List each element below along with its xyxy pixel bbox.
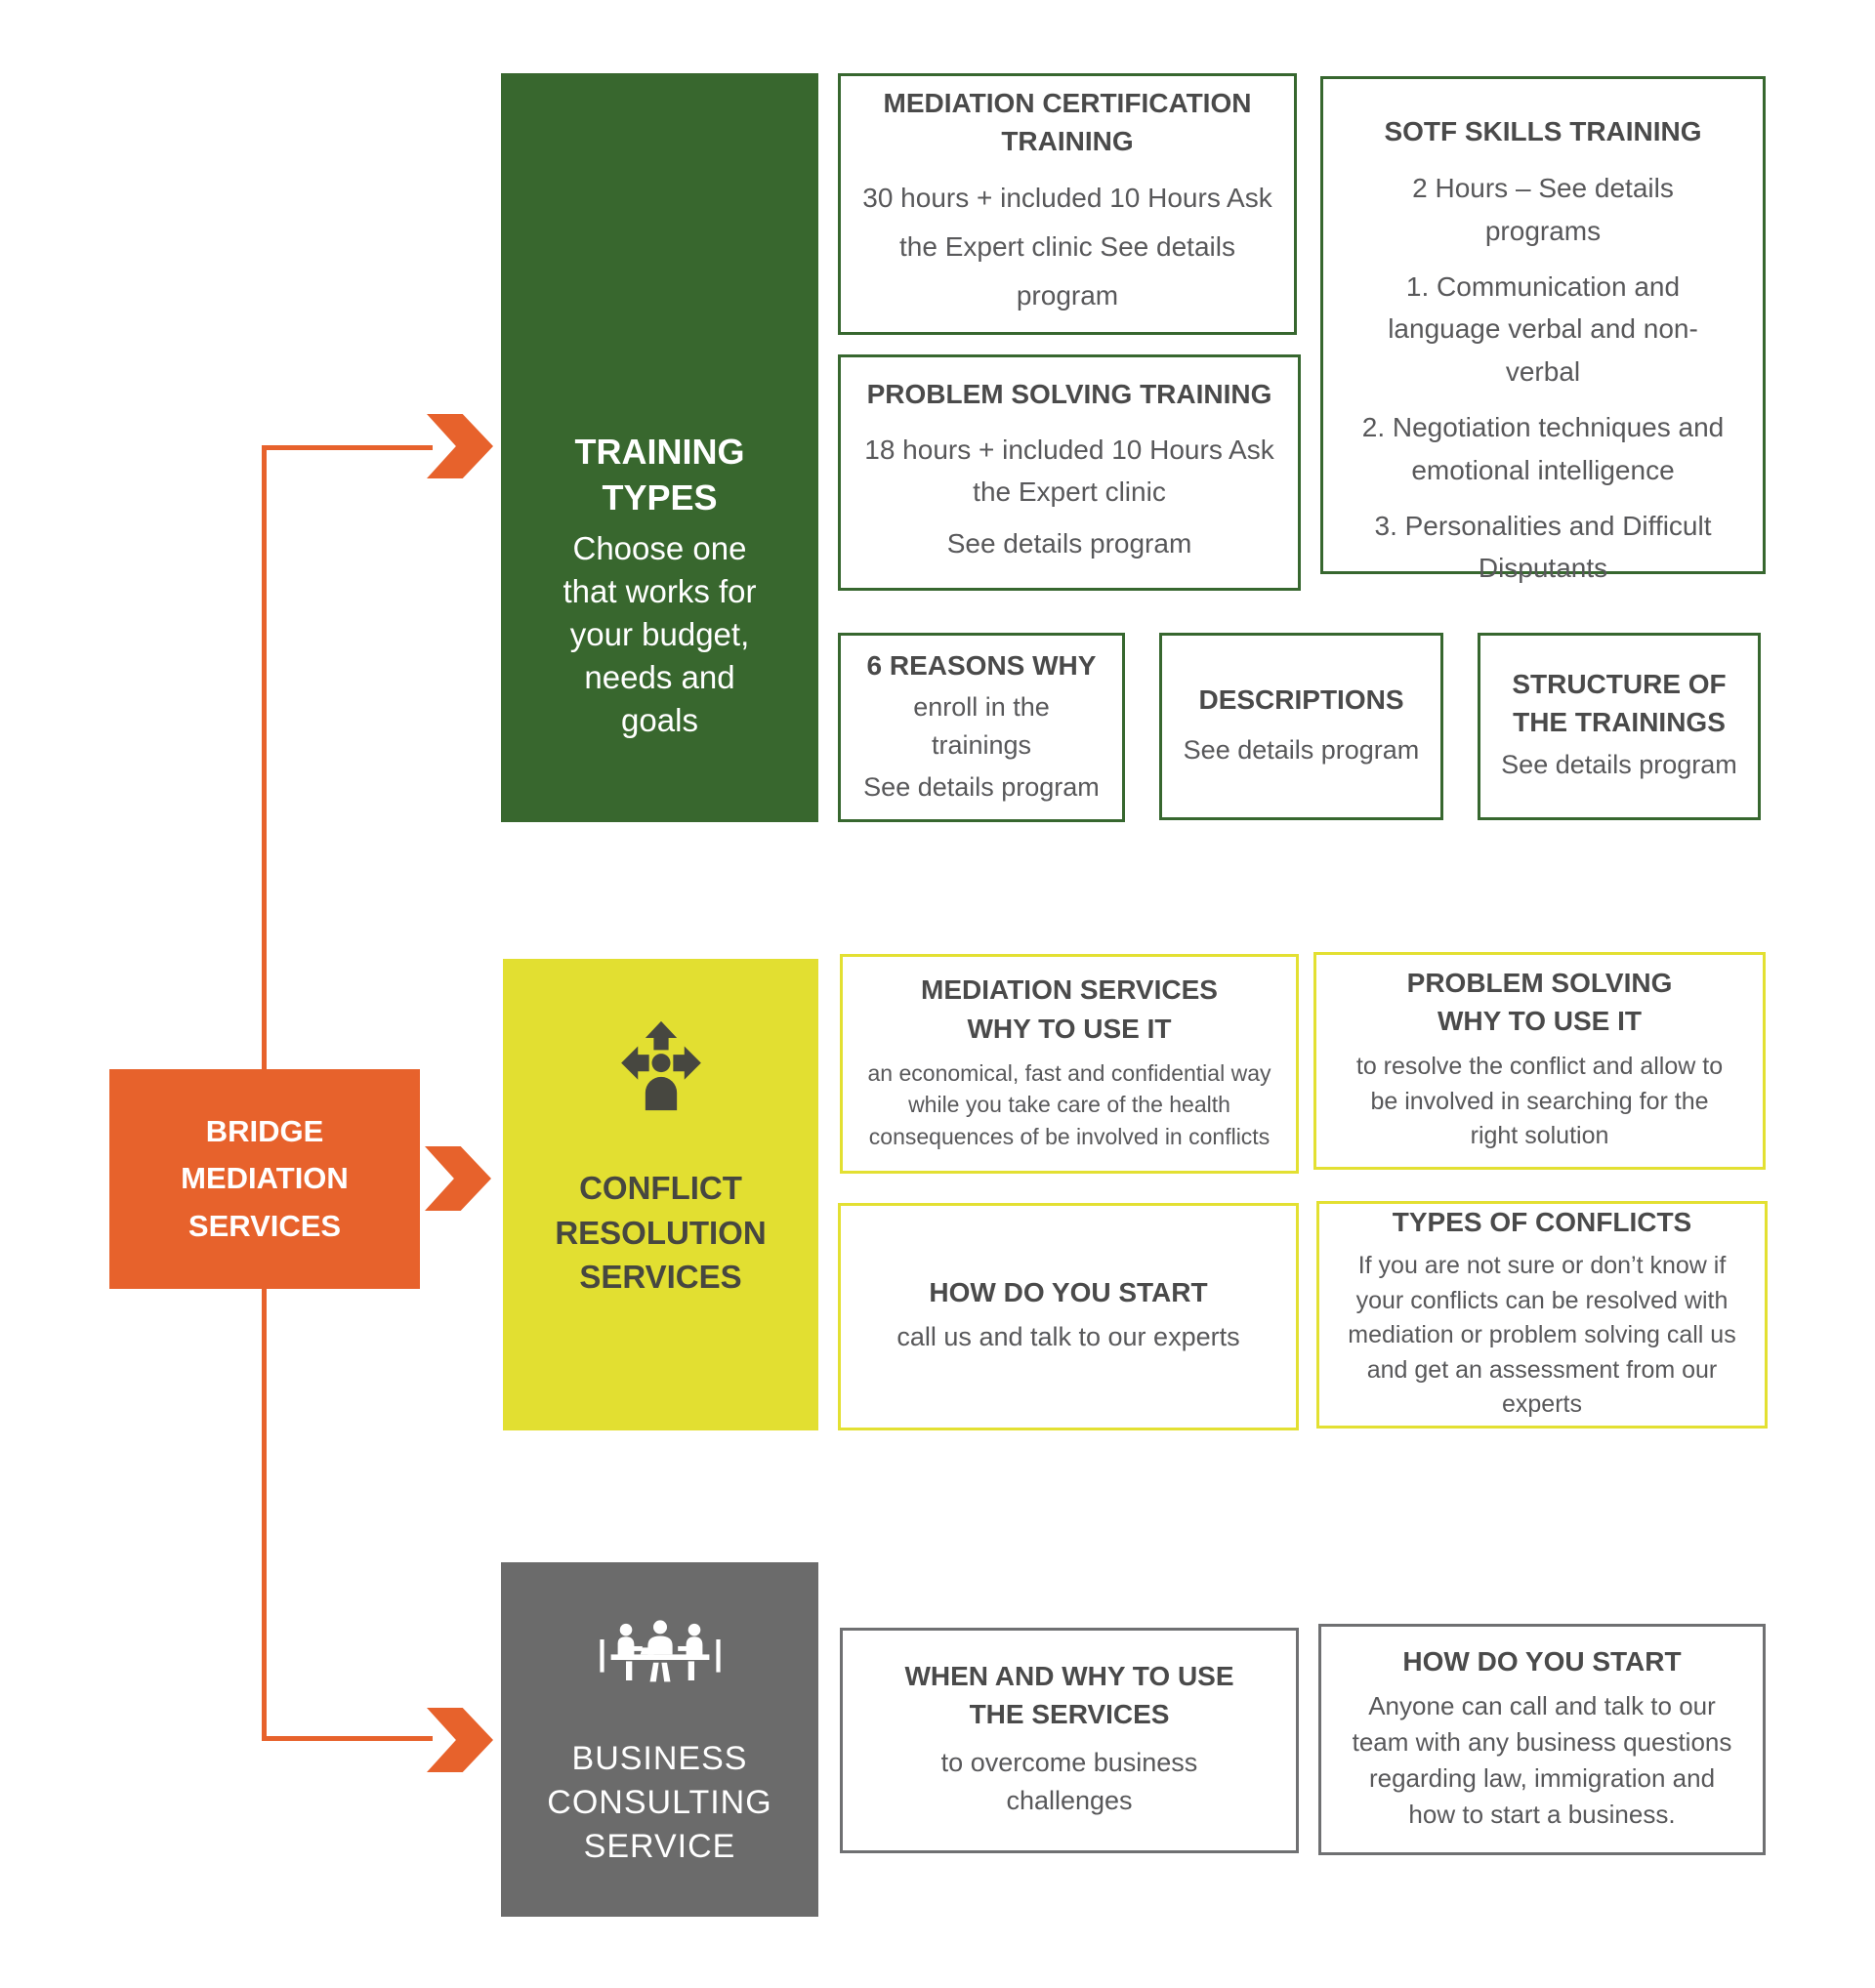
- box-line: 2 Hours – See details programs: [1412, 173, 1674, 246]
- box-title: HOW DO YOU START: [929, 1277, 1208, 1307]
- box-line: enroll in the trainings: [913, 691, 1050, 761]
- meeting-table-icon: [592, 1619, 729, 1687]
- box-title: 6 REASONS WHY: [866, 649, 1097, 681]
- descriptions-box: [1159, 633, 1443, 820]
- direction-arrows-person-icon: [619, 1019, 703, 1112]
- training-types-panel: [501, 73, 818, 822]
- box-title: STRUCTURE OF THE TRAININGS: [1512, 668, 1727, 738]
- mediation-services-why-box: [840, 954, 1299, 1174]
- structure-of-trainings-box: [1478, 633, 1761, 820]
- box-body: to overcome business challenges: [940, 1747, 1198, 1815]
- box-body: See details program: [1501, 750, 1737, 780]
- business-panel-title: BUSINESS CONSULTING SERVICE: [547, 1740, 772, 1865]
- business-how-do-you-start-box: [1318, 1624, 1766, 1855]
- box-line: 3. Personalities and Difficult Disputants: [1374, 510, 1712, 584]
- conflict-panel-title: CONFLICT RESOLUTION SERVICES: [555, 1170, 767, 1296]
- box-title: SOTF SKILLS TRAINING: [1384, 116, 1702, 146]
- box-body: See details program: [1183, 734, 1420, 765]
- box-line: See details program: [863, 772, 1100, 803]
- training-panel-subtitle: Choose one that works for your budget, needs and goals: [562, 529, 757, 739]
- box-line: 2. Negotiation techniques and emotional intelligence: [1361, 412, 1725, 485]
- training-arrow-icon: [427, 414, 493, 478]
- problem-solving-training-box: [838, 354, 1301, 591]
- box-title: PROBLEM SOLVING WHY TO USE IT: [1406, 968, 1673, 1037]
- box-line: 1. Communication and language verbal and non-verbal: [1388, 270, 1698, 387]
- box-body: call us and talk to our experts: [896, 1322, 1240, 1352]
- conflict-how-do-you-start-box: [838, 1203, 1299, 1430]
- conflict-resolution-panel: [503, 959, 818, 1430]
- training-panel-title: TRAINING TYPES: [574, 432, 745, 518]
- box-body: Anyone can call and talk to our team with any business questions regarding law, immigration and how to start a business.: [1352, 1691, 1732, 1829]
- problem-solving-why-box: [1313, 952, 1766, 1170]
- conflict-arrow-icon: [425, 1146, 491, 1211]
- box-body: to resolve the conflict and allow to be involved in searching for the right solution: [1355, 1053, 1724, 1150]
- box-body: If you are not sure or don’t know if your conflicts can be resolved with mediation or problem solving call us and get an assessment from our experts: [1348, 1252, 1736, 1419]
- box-title: HOW DO YOU START: [1402, 1646, 1682, 1677]
- box-body: 30 hours + included 10 Hours Ask the Expert clinic See details program: [862, 183, 1272, 311]
- mediation-certification-training-box: [838, 73, 1297, 335]
- root-title: BRIDGE MEDIATION SERVICES: [181, 1114, 349, 1243]
- box-line: See details program: [946, 528, 1192, 559]
- connector-training-line: [262, 445, 433, 450]
- box-title: WHEN AND WHY TO USE THE SERVICES: [904, 1661, 1234, 1730]
- business-arrow-icon: [427, 1708, 493, 1772]
- six-reasons-why-box: [838, 633, 1125, 822]
- connector-business-line: [262, 1736, 433, 1741]
- box-title: DESCRIPTIONS: [1198, 683, 1404, 715]
- box-title: PROBLEM SOLVING TRAINING: [866, 379, 1272, 410]
- business-consulting-panel: [501, 1562, 818, 1917]
- box-line: 18 hours + included 10 Hours Ask the Expert clinic: [864, 434, 1274, 507]
- sotf-skills-training-box: [1320, 76, 1766, 584]
- box-body: an economical, fast and confidential way while you take care of the health consequences of be involved in conflicts: [867, 1059, 1271, 1150]
- box-title: MEDIATION CERTIFICATION TRAINING: [883, 88, 1252, 157]
- box-title: TYPES OF CONFLICTS: [1392, 1207, 1692, 1238]
- root-node-bridge-mediation-services: [109, 1069, 420, 1289]
- when-and-why-to-use-services-box: [840, 1628, 1299, 1853]
- box-title: MEDIATION SERVICES WHY TO USE IT: [921, 974, 1218, 1044]
- types-of-conflicts-box: [1316, 1201, 1768, 1429]
